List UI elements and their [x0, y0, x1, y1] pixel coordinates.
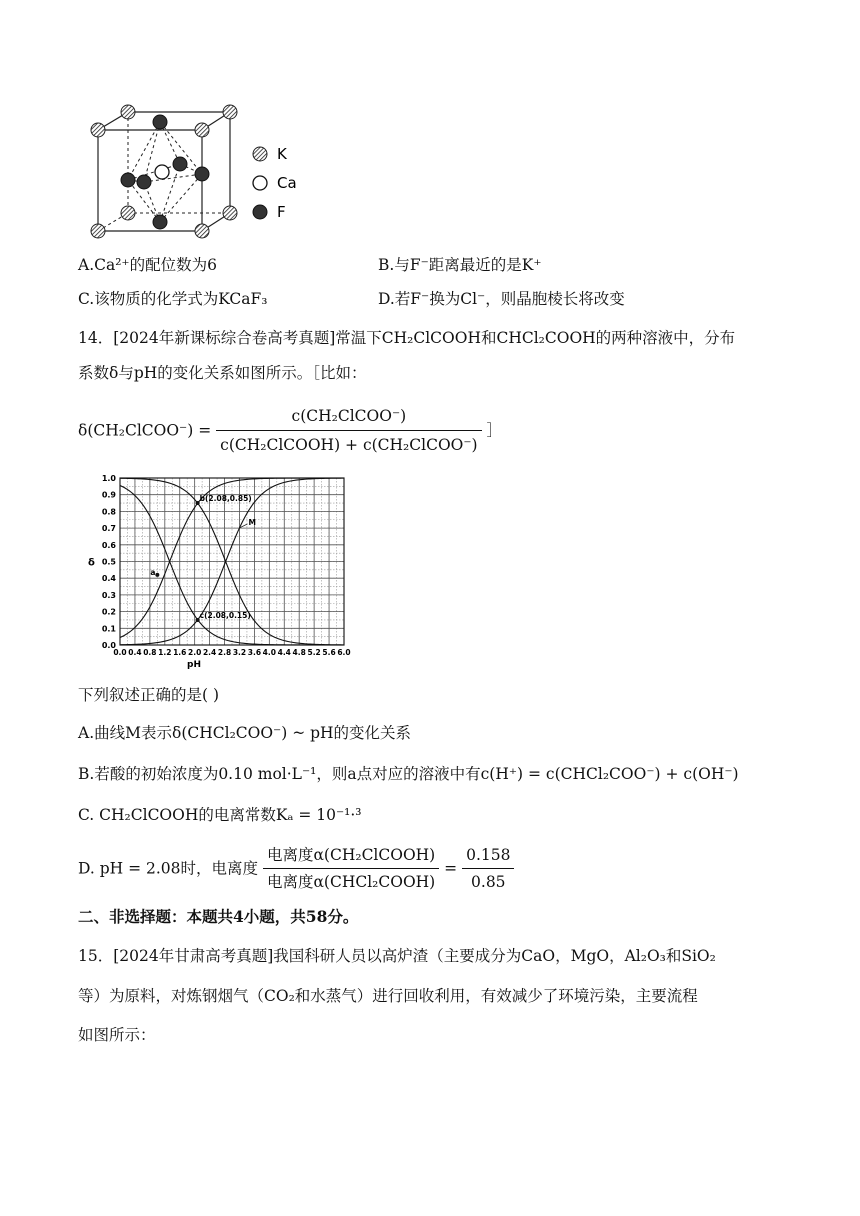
y-tick-label: 0.6	[101, 540, 116, 550]
formula-denominator: c(CH₂ClCOOH) + c(CH₂ClCOO⁻)	[220, 436, 478, 454]
x-tick-label: 0.0	[113, 648, 127, 657]
q13-option-a: A.Ca²⁺的配位数为6	[78, 256, 217, 274]
y-tick-label: 0.4	[101, 574, 116, 584]
y-tick-label: 0.7	[101, 524, 116, 534]
q13-option-d: D.若F⁻换为Cl⁻，则晶胞棱长将改变	[378, 290, 625, 308]
formula-tail: ］	[486, 421, 503, 440]
point-marker	[155, 573, 159, 577]
ionization-ratio-equals: =	[444, 859, 458, 878]
q15-line3: 如图所示：	[78, 1026, 156, 1044]
legend-swatch-ca	[253, 176, 267, 190]
distribution-coefficient-formula	[78, 404, 502, 457]
q15-line1: 15．[2024年甘肃高考真题]我国科研人员以高炉渣（主要成分为CaO，MgO，Al₂O₃和SiO₂	[78, 947, 716, 965]
ionization-ratio-value-denominator: 0.85	[471, 873, 506, 891]
point-label: c(2.08,0.15)	[199, 610, 251, 620]
x-tick-label: 2.8	[217, 648, 232, 657]
calcium-atom	[155, 165, 169, 179]
x-tick-label: 5.2	[307, 648, 321, 657]
x-tick-label: 3.2	[232, 648, 247, 657]
y-tick-label: 0.3	[101, 590, 116, 600]
x-tick-label: 4.0	[262, 648, 276, 657]
crystal-cell-figure	[84, 98, 314, 248]
q13-option-c: C.该物质的化学式为KCaF₃	[78, 290, 268, 308]
x-tick-label: 5.6	[322, 648, 336, 657]
q14-option-b: B.若酸的初始浓度为0.10 mol·L⁻¹，则a点对应的溶液中有c(H⁺) = c(CHCl₂COO⁻) + c(OH⁻)	[78, 765, 739, 783]
crystal-cell-diagram	[84, 98, 314, 248]
formula-lhs: δ(CH₂ClCOO⁻) =	[78, 421, 212, 440]
y-tick-label: 1.0	[101, 474, 116, 483]
ionization-ratio-value-numerator: 0.158	[462, 844, 514, 869]
y-tick-label: 0.0	[101, 641, 116, 650]
x-tick-label: 1.6	[173, 648, 187, 657]
x-tick-label: 4.8	[292, 648, 306, 657]
x-tick-label: 0.4	[128, 648, 142, 657]
q14-stem-line2: 系数δ与pH的变化关系如图所示。［比如：	[78, 364, 367, 382]
q14-prompt: 下列叙述正确的是( )	[78, 686, 220, 704]
formula-fraction	[216, 404, 481, 457]
legend-k: K	[277, 145, 287, 163]
legend-swatch-f	[253, 205, 267, 219]
x-tick-label: 6.0	[337, 648, 351, 657]
legend-ca: Ca	[277, 174, 297, 192]
legend-swatch-k	[253, 147, 267, 161]
x-tick-label: 2.0	[188, 648, 202, 657]
point-label: b(2.08,0.85)	[199, 494, 252, 504]
q14-option-d	[78, 844, 514, 893]
section-heading: 二、非选择题：本题共4小题，共58分。	[78, 907, 359, 926]
legend-f: F	[277, 203, 286, 221]
q14-option-d-prefix: D. pH = 2.08时，电离度	[78, 859, 259, 878]
y-tick-label: 0.5	[101, 557, 116, 567]
ionization-ratio-value	[462, 844, 514, 893]
q14-stem-line1: 14．[2024年新课标综合卷高考真题]常温下CH₂ClCOOH和CHCl₂COOH的两种溶液中，分布	[78, 329, 736, 347]
chart-svg	[78, 466, 358, 676]
x-tick-label: 3.6	[247, 648, 262, 657]
x-axis-label: pH	[187, 660, 201, 670]
ionization-ratio-numerator: 电离度α(CH₂ClCOOH)	[263, 844, 439, 869]
formula-numerator: c(CH₂ClCOO⁻)	[216, 404, 481, 431]
distribution-chart	[78, 466, 358, 676]
x-tick-label: 1.2	[158, 648, 172, 657]
y-tick-label: 0.9	[101, 490, 116, 500]
y-tick-label: 0.1	[101, 624, 116, 634]
y-tick-label: 0.8	[101, 507, 116, 517]
ionization-ratio-denominator: 电离度α(CHCl₂COOH)	[266, 873, 436, 891]
x-tick-label: 2.4	[202, 648, 217, 657]
q15-line2: 等）为原料，对炼钢烟气（CO₂和水蒸气）进行回收利用，有效减少了环境污染，主要流程	[78, 987, 698, 1005]
x-tick-label: 0.8	[143, 648, 157, 657]
point-label: a	[150, 567, 156, 577]
q14-option-a: A.曲线M表示δ(CHCl₂COO⁻) ~ pH的变化关系	[78, 724, 412, 742]
x-tick-label: 4.4	[277, 648, 291, 657]
y-axis-label: δ	[88, 557, 95, 569]
series-label-m: M	[248, 517, 256, 527]
ionization-ratio-fraction	[263, 844, 439, 893]
y-tick-label: 0.2	[101, 607, 116, 617]
q13-option-b: B.与F⁻距离最近的是K⁺	[378, 256, 542, 274]
q14-option-c: C. CH₂ClCOOH的电离常数Kₐ = 10⁻¹·³	[78, 806, 362, 824]
